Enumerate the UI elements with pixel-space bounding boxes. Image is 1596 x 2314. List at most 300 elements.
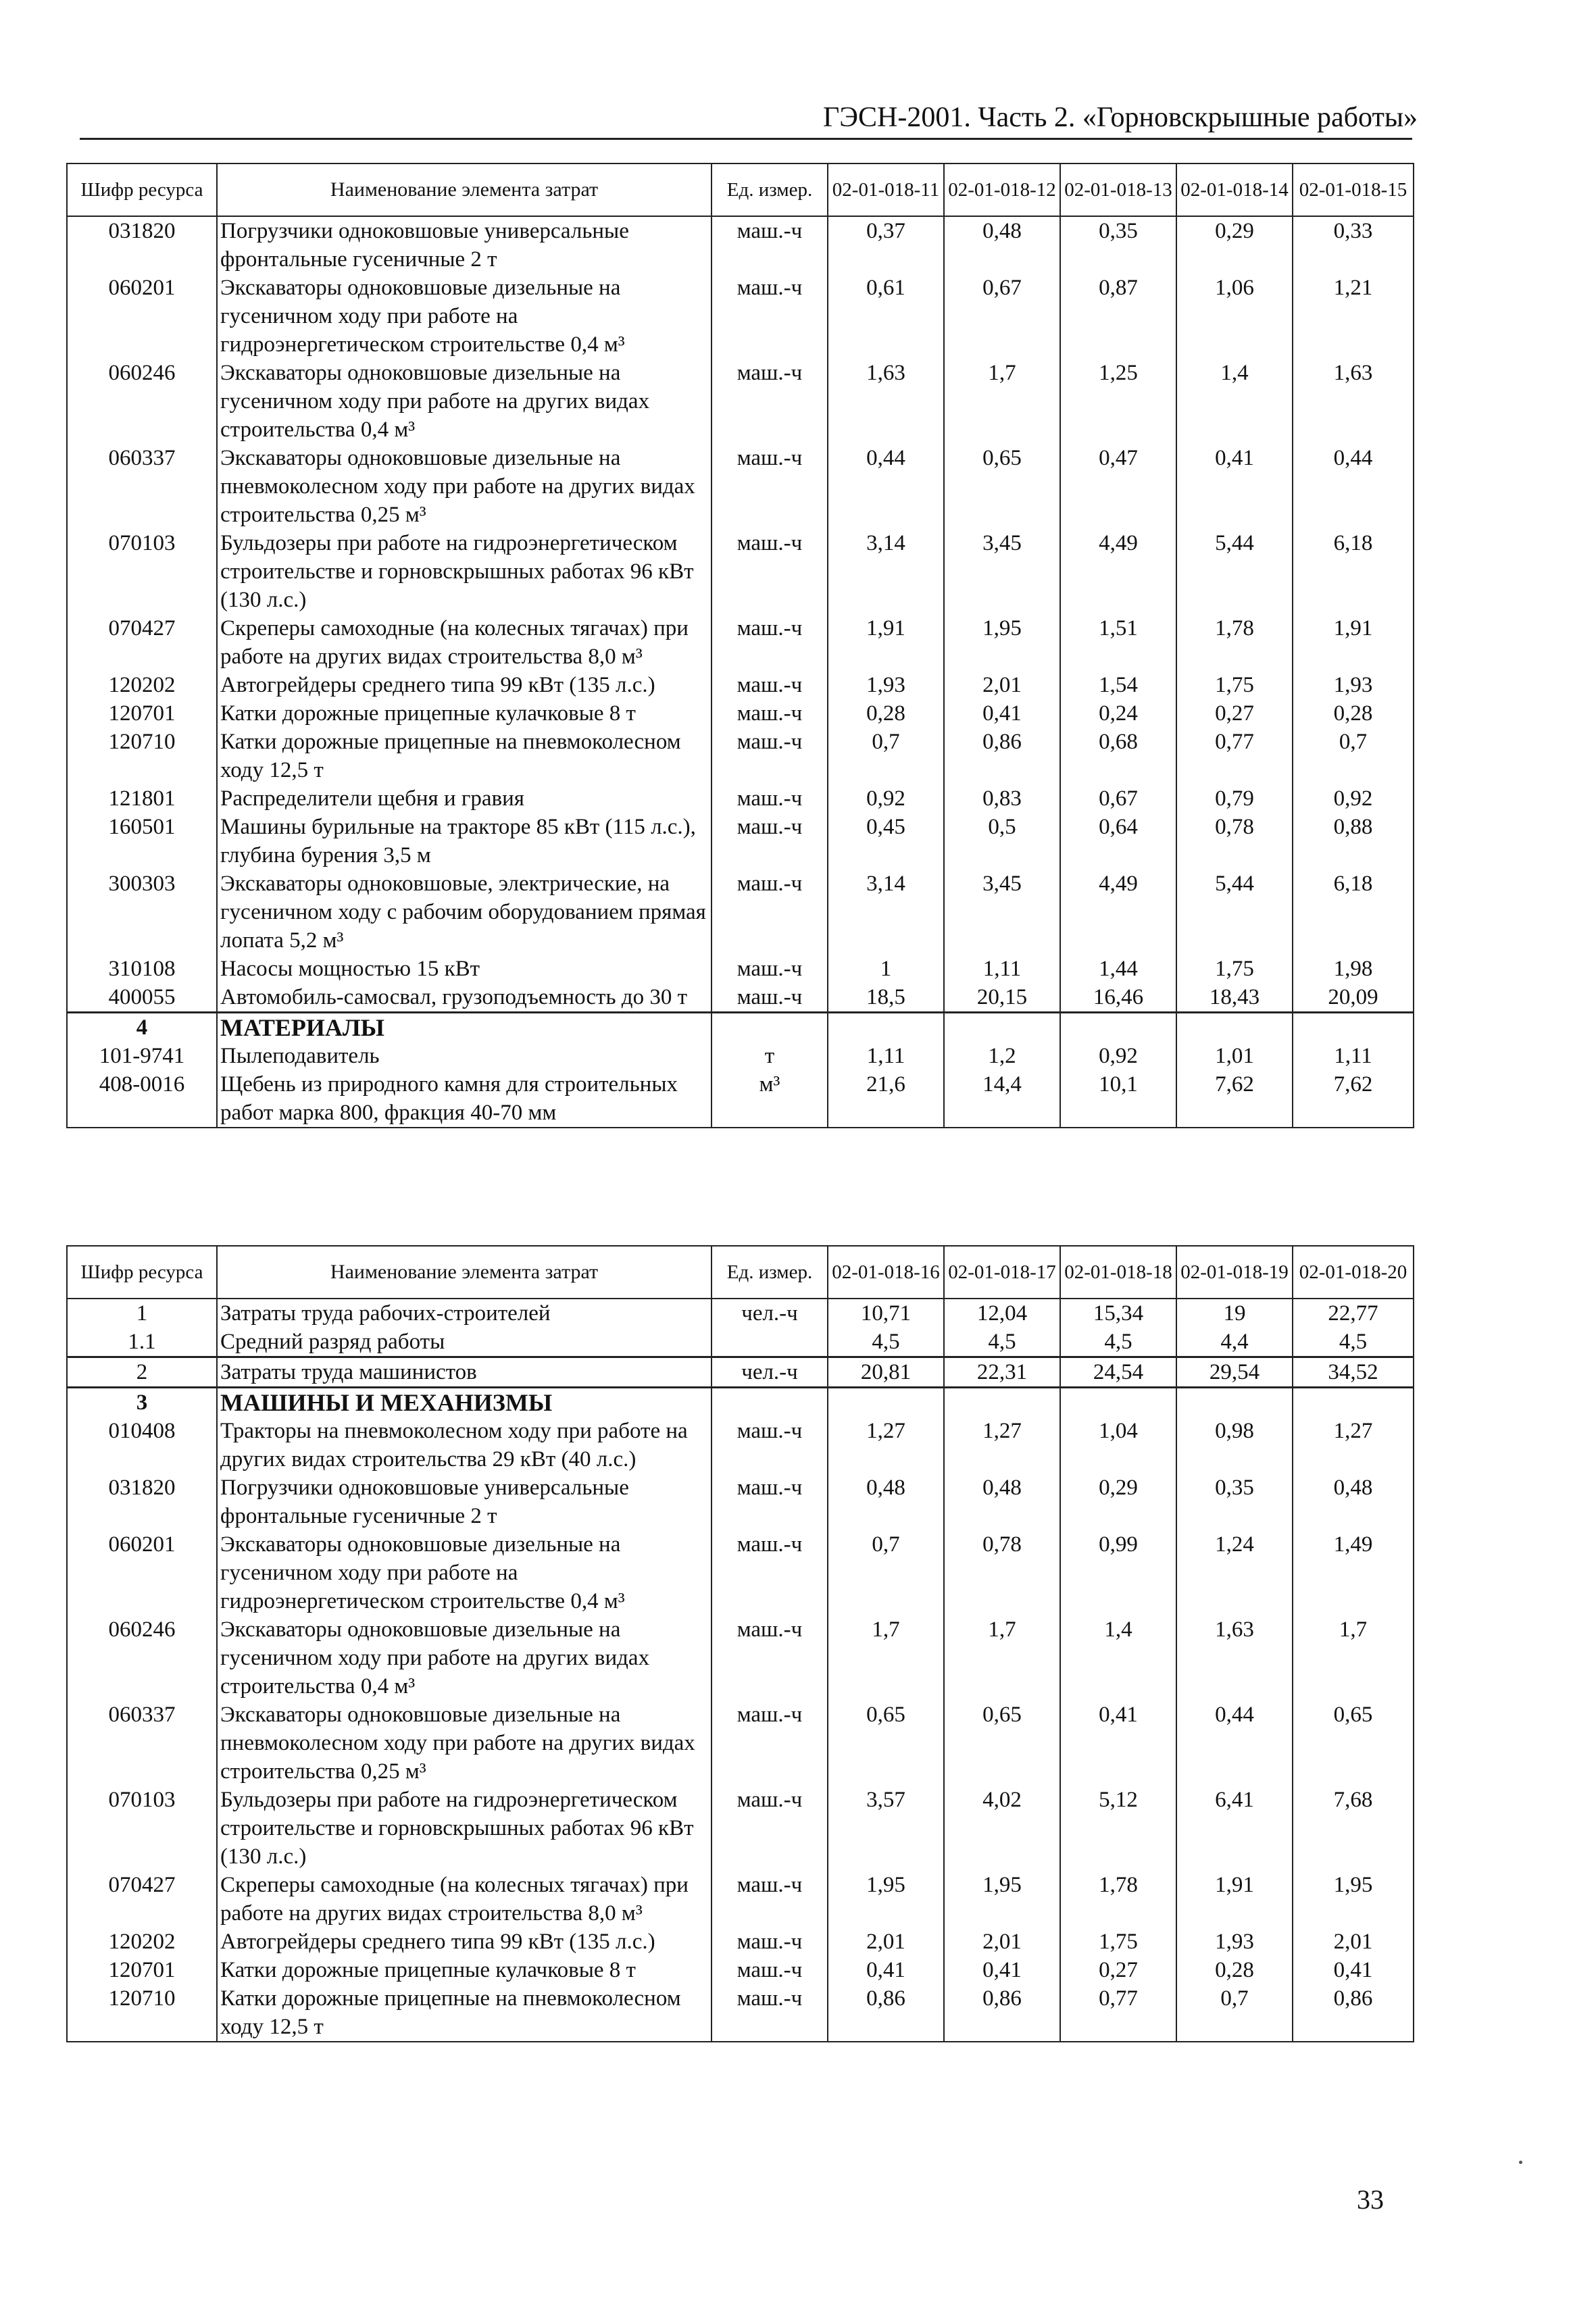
value-cell: 0,65 xyxy=(1293,1701,1414,1786)
col-header-c3: 02-01-018-18 xyxy=(1060,1246,1176,1299)
table-row xyxy=(67,1474,1414,1530)
resource-name-cell: Средний разряд работы xyxy=(217,1328,712,1357)
value-cell: 0,28 xyxy=(828,699,944,728)
value-cell: 0,5 xyxy=(944,813,1060,870)
value-cell: 4,5 xyxy=(828,1328,944,1357)
table-row xyxy=(67,699,1414,728)
value-cell: 0,83 xyxy=(944,784,1060,813)
col-header-c5: 02-01-018-20 xyxy=(1293,1246,1414,1299)
resource-name-cell: МАШИНЫ И МЕХАНИЗМЫ xyxy=(217,1388,712,1417)
value-cell: 1,27 xyxy=(828,1417,944,1474)
resource-code-cell: 400055 xyxy=(67,983,217,1013)
value-cell: 12,04 xyxy=(944,1299,1060,1328)
value-cell xyxy=(1060,1388,1176,1417)
value-cell: 19 xyxy=(1176,1299,1293,1328)
value-cell: 29,54 xyxy=(1176,1357,1293,1388)
col-header-c2: 02-01-018-12 xyxy=(944,164,1060,216)
value-cell: 0,27 xyxy=(1176,699,1293,728)
resource-code-cell: 070103 xyxy=(67,529,217,614)
value-cell: 24,54 xyxy=(1060,1357,1176,1388)
value-cell: 0,44 xyxy=(828,444,944,529)
value-cell: 0,65 xyxy=(944,1701,1060,1786)
table-body xyxy=(67,216,1414,1128)
resource-name-cell: Насосы мощностью 15 кВт xyxy=(217,955,712,983)
resource-code-cell: 070427 xyxy=(67,614,217,671)
value-cell: 1,01 xyxy=(1176,1042,1293,1070)
unit-cell xyxy=(712,1388,828,1417)
section-row xyxy=(67,1013,1414,1042)
value-cell: 0,77 xyxy=(1060,1984,1176,2042)
value-cell: 2,01 xyxy=(944,671,1060,699)
unit-cell: маш.-ч xyxy=(712,1956,828,1984)
table-row xyxy=(67,614,1414,671)
resource-name-cell: Затраты труда рабочих-строителей xyxy=(217,1299,712,1328)
value-cell: 20,81 xyxy=(828,1357,944,1388)
col-header-c5: 02-01-018-15 xyxy=(1293,164,1414,216)
unit-cell: маш.-ч xyxy=(712,444,828,529)
resource-code-cell: 060246 xyxy=(67,359,217,444)
col-header-c1: 02-01-018-16 xyxy=(828,1246,944,1299)
resource-name-cell: Катки дорожные прицепные кулачковые 8 т xyxy=(217,1956,712,1984)
table-row xyxy=(67,813,1414,870)
resource-code-cell: 120202 xyxy=(67,1928,217,1956)
value-cell: 5,44 xyxy=(1176,870,1293,955)
value-cell: 0,86 xyxy=(944,1984,1060,2042)
value-cell: 0,79 xyxy=(1176,784,1293,813)
value-cell: 1,2 xyxy=(944,1042,1060,1070)
value-cell: 0,7 xyxy=(1293,728,1414,784)
table-row xyxy=(67,1928,1414,1956)
unit-cell: маш.-ч xyxy=(712,274,828,359)
scan-speck xyxy=(1519,2161,1522,2164)
col-header-c1: 02-01-018-11 xyxy=(828,164,944,216)
resource-code-cell: 2 xyxy=(67,1357,217,1388)
page-header-title: ГЭСН-2001. Часть 2. «Горновскрышные работы» xyxy=(823,102,1418,133)
table-row xyxy=(67,1871,1414,1928)
resource-name-cell: Автогрейдеры среднего типа 99 кВт (135 л.с.) xyxy=(217,1928,712,1956)
unit-cell: маш.-ч xyxy=(712,1417,828,1474)
resource-code-cell: 031820 xyxy=(67,1474,217,1530)
value-cell: 3,57 xyxy=(828,1786,944,1871)
value-cell: 22,77 xyxy=(1293,1299,1414,1328)
resource-code-cell: 070103 xyxy=(67,1786,217,1871)
value-cell: 1,91 xyxy=(1176,1871,1293,1928)
value-cell: 0,48 xyxy=(828,1474,944,1530)
resource-code-cell: 1 xyxy=(67,1299,217,1328)
value-cell: 1,54 xyxy=(1060,671,1176,699)
unit-cell: маш.-ч xyxy=(712,1871,828,1928)
resource-name-cell: Распределители щебня и гравия xyxy=(217,784,712,813)
value-cell: 1,25 xyxy=(1060,359,1176,444)
resource-name-cell: Автогрейдеры среднего типа 99 кВт (135 л.с.) xyxy=(217,671,712,699)
value-cell: 4,5 xyxy=(1293,1328,1414,1357)
value-cell: 1,75 xyxy=(1060,1928,1176,1956)
value-cell: 0,92 xyxy=(828,784,944,813)
resource-name-cell: Катки дорожные прицепные на пневмоколесном ходу 12,5 т xyxy=(217,728,712,784)
value-cell: 0,27 xyxy=(1060,1956,1176,1984)
value-cell: 0,87 xyxy=(1060,274,1176,359)
value-cell: 20,15 xyxy=(944,983,1060,1013)
table-row xyxy=(67,1701,1414,1786)
unit-cell: маш.-ч xyxy=(712,983,828,1013)
unit-cell: маш.-ч xyxy=(712,1530,828,1615)
value-cell: 0,99 xyxy=(1060,1530,1176,1615)
resource-code-cell: 060246 xyxy=(67,1615,217,1701)
unit-cell: маш.-ч xyxy=(712,359,828,444)
value-cell: 1,93 xyxy=(1176,1928,1293,1956)
value-cell xyxy=(1176,1388,1293,1417)
unit-cell: маш.-ч xyxy=(712,216,828,274)
value-cell xyxy=(1060,1013,1176,1042)
value-cell xyxy=(828,1388,944,1417)
unit-cell: маш.-ч xyxy=(712,1786,828,1871)
value-cell: 0,64 xyxy=(1060,813,1176,870)
value-cell: 7,62 xyxy=(1293,1070,1414,1128)
table-row xyxy=(67,784,1414,813)
table-row xyxy=(67,529,1414,614)
table-row xyxy=(67,955,1414,983)
value-cell: 21,6 xyxy=(828,1070,944,1128)
resource-code-cell: 101-9741 xyxy=(67,1042,217,1070)
value-cell: 0,48 xyxy=(1293,1474,1414,1530)
unit-cell: т xyxy=(712,1042,828,1070)
table-row xyxy=(67,274,1414,359)
table-row xyxy=(67,1615,1414,1701)
resource-name-cell: Катки дорожные прицепные кулачковые 8 т xyxy=(217,699,712,728)
value-cell: 0,44 xyxy=(1293,444,1414,529)
col-header-name: Наименование элемента затрат xyxy=(217,164,712,216)
table-row xyxy=(67,1786,1414,1871)
value-cell: 0,92 xyxy=(1293,784,1414,813)
resource-name-cell: Щебень из природного камня для строительных работ марка 800, фракция 40-70 мм xyxy=(217,1070,712,1128)
table-row xyxy=(67,870,1414,955)
value-cell: 34,52 xyxy=(1293,1357,1414,1388)
resource-code-cell: 1.1 xyxy=(67,1328,217,1357)
value-cell: 1,95 xyxy=(1293,1871,1414,1928)
value-cell: 0,98 xyxy=(1176,1417,1293,1474)
value-cell: 4,49 xyxy=(1060,529,1176,614)
table-row xyxy=(67,671,1414,699)
value-cell: 6,18 xyxy=(1293,529,1414,614)
resource-code-cell: 120701 xyxy=(67,699,217,728)
value-cell: 1,75 xyxy=(1176,671,1293,699)
value-cell: 10,71 xyxy=(828,1299,944,1328)
value-cell: 4,5 xyxy=(944,1328,1060,1357)
value-cell: 0,28 xyxy=(1176,1956,1293,1984)
resource-code-cell: 060201 xyxy=(67,1530,217,1615)
table-row xyxy=(67,1328,1414,1357)
value-cell: 0,37 xyxy=(828,216,944,274)
value-cell: 0,86 xyxy=(1293,1984,1414,2042)
value-cell: 22,31 xyxy=(944,1357,1060,1388)
value-cell: 1 xyxy=(828,955,944,983)
value-cell: 0,41 xyxy=(944,699,1060,728)
resource-table-2 xyxy=(66,1245,1414,2042)
col-header-c4: 02-01-018-14 xyxy=(1176,164,1293,216)
resource-code-cell: 3 xyxy=(67,1388,217,1417)
table-row xyxy=(67,216,1414,274)
value-cell: 0,78 xyxy=(1176,813,1293,870)
value-cell: 18,43 xyxy=(1176,983,1293,1013)
resource-code-cell: 120202 xyxy=(67,671,217,699)
resource-name-cell: Автомобиль-самосвал, грузоподъемность до 30 т xyxy=(217,983,712,1013)
value-cell: 1,63 xyxy=(1176,1615,1293,1701)
resource-name-cell: Пылеподавитель xyxy=(217,1042,712,1070)
resource-name-cell: Погрузчики одноковшовые универсальные фронтальные гусеничные 2 т xyxy=(217,1474,712,1530)
value-cell: 0,78 xyxy=(944,1530,1060,1615)
value-cell: 0,28 xyxy=(1293,699,1414,728)
col-header-c3: 02-01-018-13 xyxy=(1060,164,1176,216)
value-cell: 6,41 xyxy=(1176,1786,1293,1871)
resource-code-cell: 408-0016 xyxy=(67,1070,217,1128)
value-cell: 1,06 xyxy=(1176,274,1293,359)
value-cell: 0,24 xyxy=(1060,699,1176,728)
value-cell: 1,93 xyxy=(828,671,944,699)
value-cell: 0,48 xyxy=(944,216,1060,274)
resource-code-cell: 120701 xyxy=(67,1956,217,1984)
table-body xyxy=(67,1299,1414,2042)
value-cell: 5,44 xyxy=(1176,529,1293,614)
value-cell: 0,41 xyxy=(1176,444,1293,529)
value-cell: 4,49 xyxy=(1060,870,1176,955)
value-cell: 1,27 xyxy=(1293,1417,1414,1474)
table-header-row xyxy=(67,164,1414,216)
value-cell: 5,12 xyxy=(1060,1786,1176,1871)
value-cell: 0,86 xyxy=(828,1984,944,2042)
value-cell: 10,1 xyxy=(1060,1070,1176,1128)
resource-code-cell: 310108 xyxy=(67,955,217,983)
resource-code-cell: 060337 xyxy=(67,1701,217,1786)
value-cell: 1,21 xyxy=(1293,274,1414,359)
value-cell: 1,51 xyxy=(1060,614,1176,671)
value-cell: 4,02 xyxy=(944,1786,1060,1871)
table-row xyxy=(67,1299,1414,1328)
table-row xyxy=(67,1042,1414,1070)
unit-cell: маш.-ч xyxy=(712,1701,828,1786)
value-cell: 0,35 xyxy=(1060,216,1176,274)
value-cell: 0,41 xyxy=(1060,1701,1176,1786)
col-header-unit: Ед. измер. xyxy=(712,1246,828,1299)
header-rule xyxy=(80,138,1412,140)
resource-code-cell: 010408 xyxy=(67,1417,217,1474)
resource-code-cell: 031820 xyxy=(67,216,217,274)
value-cell: 7,68 xyxy=(1293,1786,1414,1871)
value-cell: 1,95 xyxy=(828,1871,944,1928)
table-row xyxy=(67,728,1414,784)
value-cell: 4,4 xyxy=(1176,1328,1293,1357)
value-cell: 3,14 xyxy=(828,870,944,955)
table-row xyxy=(67,444,1414,529)
value-cell: 1,4 xyxy=(1060,1615,1176,1701)
value-cell: 0,41 xyxy=(1293,1956,1414,1984)
resource-code-cell: 160501 xyxy=(67,813,217,870)
unit-cell: маш.-ч xyxy=(712,1474,828,1530)
table-row xyxy=(67,359,1414,444)
value-cell: 16,46 xyxy=(1060,983,1176,1013)
value-cell: 3,45 xyxy=(944,529,1060,614)
value-cell: 4,5 xyxy=(1060,1328,1176,1357)
unit-cell: маш.-ч xyxy=(712,699,828,728)
value-cell xyxy=(944,1388,1060,1417)
value-cell: 0,86 xyxy=(944,728,1060,784)
resource-code-cell: 120710 xyxy=(67,1984,217,2042)
resource-name-cell: Скреперы самоходные (на колесных тягачах) при работе на других видах строительства 8,0 м³ xyxy=(217,1871,712,1928)
resource-code-cell: 070427 xyxy=(67,1871,217,1928)
unit-cell: маш.-ч xyxy=(712,813,828,870)
value-cell: 1,98 xyxy=(1293,955,1414,983)
value-cell: 0,7 xyxy=(828,1530,944,1615)
value-cell: 0,33 xyxy=(1293,216,1414,274)
value-cell xyxy=(1176,1013,1293,1042)
unit-cell: маш.-ч xyxy=(712,955,828,983)
col-header-unit: Ед. измер. xyxy=(712,164,828,216)
value-cell: 1,7 xyxy=(944,359,1060,444)
value-cell: 1,91 xyxy=(828,614,944,671)
value-cell: 1,78 xyxy=(1060,1871,1176,1928)
value-cell: 0,67 xyxy=(944,274,1060,359)
value-cell: 0,92 xyxy=(1060,1042,1176,1070)
resource-name-cell: МАТЕРИАЛЫ xyxy=(217,1013,712,1042)
value-cell: 1,04 xyxy=(1060,1417,1176,1474)
value-cell: 1,95 xyxy=(944,1871,1060,1928)
resource-code-cell: 300303 xyxy=(67,870,217,955)
value-cell: 0,68 xyxy=(1060,728,1176,784)
col-header-c4: 02-01-018-19 xyxy=(1176,1246,1293,1299)
value-cell: 1,24 xyxy=(1176,1530,1293,1615)
value-cell: 20,09 xyxy=(1293,983,1414,1013)
value-cell: 0,65 xyxy=(944,444,1060,529)
value-cell: 0,48 xyxy=(944,1474,1060,1530)
resource-name-cell: Бульдозеры при работе на гидроэнергетическом строительстве и горновскрышных работах 96 кВт (130 л.с.) xyxy=(217,1786,712,1871)
value-cell: 1,44 xyxy=(1060,955,1176,983)
value-cell: 1,91 xyxy=(1293,614,1414,671)
value-cell: 1,63 xyxy=(828,359,944,444)
table-row xyxy=(67,1070,1414,1128)
col-header-code: Шифр ресурса xyxy=(67,164,217,216)
resource-name-cell: Экскаваторы одноковшовые дизельные на гусеничном ходу при работе на гидроэнергетическом строительстве 0,4 м³ xyxy=(217,1530,712,1615)
resource-name-cell: Экскаваторы одноковшовые дизельные на гусеничном ходу при работе на других видах строительства 0,4 м³ xyxy=(217,359,712,444)
resource-name-cell: Скреперы самоходные (на колесных тягачах) при работе на других видах строительства 8,0 м³ xyxy=(217,614,712,671)
resource-name-cell: Экскаваторы одноковшовые, электрические, на гусеничном ходу с рабочим оборудованием прямая лопата 5,2 м³ xyxy=(217,870,712,955)
value-cell: 0,7 xyxy=(1176,1984,1293,2042)
table-row xyxy=(67,1530,1414,1615)
resource-name-cell: Экскаваторы одноковшовые дизельные на гусеничном ходу при работе на гидроэнергетическом строительстве 0,4 м³ xyxy=(217,274,712,359)
value-cell: 14,4 xyxy=(944,1070,1060,1128)
value-cell: 1,7 xyxy=(828,1615,944,1701)
value-cell: 0,61 xyxy=(828,274,944,359)
value-cell xyxy=(1293,1388,1414,1417)
resource-name-cell: Затраты труда машинистов xyxy=(217,1357,712,1388)
value-cell xyxy=(1293,1013,1414,1042)
table-row xyxy=(67,1417,1414,1474)
table-row xyxy=(67,1357,1414,1388)
resource-code-cell: 4 xyxy=(67,1013,217,1042)
value-cell: 1,11 xyxy=(944,955,1060,983)
resource-code-cell: 120710 xyxy=(67,728,217,784)
value-cell: 1,95 xyxy=(944,614,1060,671)
value-cell xyxy=(944,1013,1060,1042)
value-cell: 6,18 xyxy=(1293,870,1414,955)
unit-cell xyxy=(712,1013,828,1042)
value-cell: 2,01 xyxy=(828,1928,944,1956)
unit-cell: маш.-ч xyxy=(712,529,828,614)
col-header-c2: 02-01-018-17 xyxy=(944,1246,1060,1299)
unit-cell: маш.-ч xyxy=(712,784,828,813)
value-cell: 1,4 xyxy=(1176,359,1293,444)
resource-name-cell: Машины бурильные на тракторе 85 кВт (115 л.с.), глубина бурения 3,5 м xyxy=(217,813,712,870)
value-cell: 2,01 xyxy=(1293,1928,1414,1956)
value-cell: 1,7 xyxy=(944,1615,1060,1701)
value-cell: 0,77 xyxy=(1176,728,1293,784)
section-row xyxy=(67,1388,1414,1417)
unit-cell: маш.-ч xyxy=(712,870,828,955)
value-cell: 1,7 xyxy=(1293,1615,1414,1701)
resource-name-cell: Погрузчики одноковшовые универсальные фронтальные гусеничные 2 т xyxy=(217,216,712,274)
value-cell: 0,35 xyxy=(1176,1474,1293,1530)
resource-code-cell: 121801 xyxy=(67,784,217,813)
value-cell: 0,67 xyxy=(1060,784,1176,813)
col-header-code: Шифр ресурса xyxy=(67,1246,217,1299)
value-cell: 0,45 xyxy=(828,813,944,870)
value-cell: 1,75 xyxy=(1176,955,1293,983)
resource-name-cell: Катки дорожные прицепные на пневмоколесном ходу 12,5 т xyxy=(217,1984,712,2042)
unit-cell: маш.-ч xyxy=(712,671,828,699)
value-cell: 0,44 xyxy=(1176,1701,1293,1786)
value-cell: 1,11 xyxy=(828,1042,944,1070)
value-cell: 15,34 xyxy=(1060,1299,1176,1328)
table-row xyxy=(67,1984,1414,2042)
value-cell: 0,41 xyxy=(944,1956,1060,1984)
unit-cell: маш.-ч xyxy=(712,1984,828,2042)
value-cell xyxy=(828,1013,944,1042)
value-cell: 1,49 xyxy=(1293,1530,1414,1615)
value-cell: 0,29 xyxy=(1176,216,1293,274)
resource-name-cell: Тракторы на пневмоколесном ходу при работе на других видах строительства 29 кВт (40 л.с.) xyxy=(217,1417,712,1474)
resource-table-1 xyxy=(66,163,1414,1128)
col-header-name: Наименование элемента затрат xyxy=(217,1246,712,1299)
value-cell: 1,78 xyxy=(1176,614,1293,671)
resource-code-cell: 060201 xyxy=(67,274,217,359)
value-cell: 2,01 xyxy=(944,1928,1060,1956)
value-cell: 0,41 xyxy=(828,1956,944,1984)
unit-cell: маш.-ч xyxy=(712,614,828,671)
unit-cell xyxy=(712,1328,828,1357)
value-cell: 1,63 xyxy=(1293,359,1414,444)
unit-cell: маш.-ч xyxy=(712,1928,828,1956)
resource-name-cell: Экскаваторы одноковшовые дизельные на пневмоколесном ходу при работе на других видах строительства 0,25 м³ xyxy=(217,1701,712,1786)
value-cell: 0,88 xyxy=(1293,813,1414,870)
unit-cell: маш.-ч xyxy=(712,728,828,784)
unit-cell: чел.-ч xyxy=(712,1299,828,1328)
value-cell: 0,47 xyxy=(1060,444,1176,529)
unit-cell: м³ xyxy=(712,1070,828,1128)
value-cell: 0,7 xyxy=(828,728,944,784)
value-cell: 7,62 xyxy=(1176,1070,1293,1128)
table-row xyxy=(67,1956,1414,1984)
value-cell: 1,93 xyxy=(1293,671,1414,699)
value-cell: 3,45 xyxy=(944,870,1060,955)
value-cell: 0,29 xyxy=(1060,1474,1176,1530)
value-cell: 3,14 xyxy=(828,529,944,614)
value-cell: 1,11 xyxy=(1293,1042,1414,1070)
table-header-row xyxy=(67,1246,1414,1299)
value-cell: 18,5 xyxy=(828,983,944,1013)
value-cell: 1,27 xyxy=(944,1417,1060,1474)
resource-name-cell: Бульдозеры при работе на гидроэнергетическом строительстве и горновскрышных работах 96 кВт (130 л.с.) xyxy=(217,529,712,614)
page-number: 33 xyxy=(1357,2184,1384,2215)
unit-cell: маш.-ч xyxy=(712,1615,828,1701)
resource-name-cell: Экскаваторы одноковшовые дизельные на гусеничном ходу при работе на других видах строительства 0,4 м³ xyxy=(217,1615,712,1701)
